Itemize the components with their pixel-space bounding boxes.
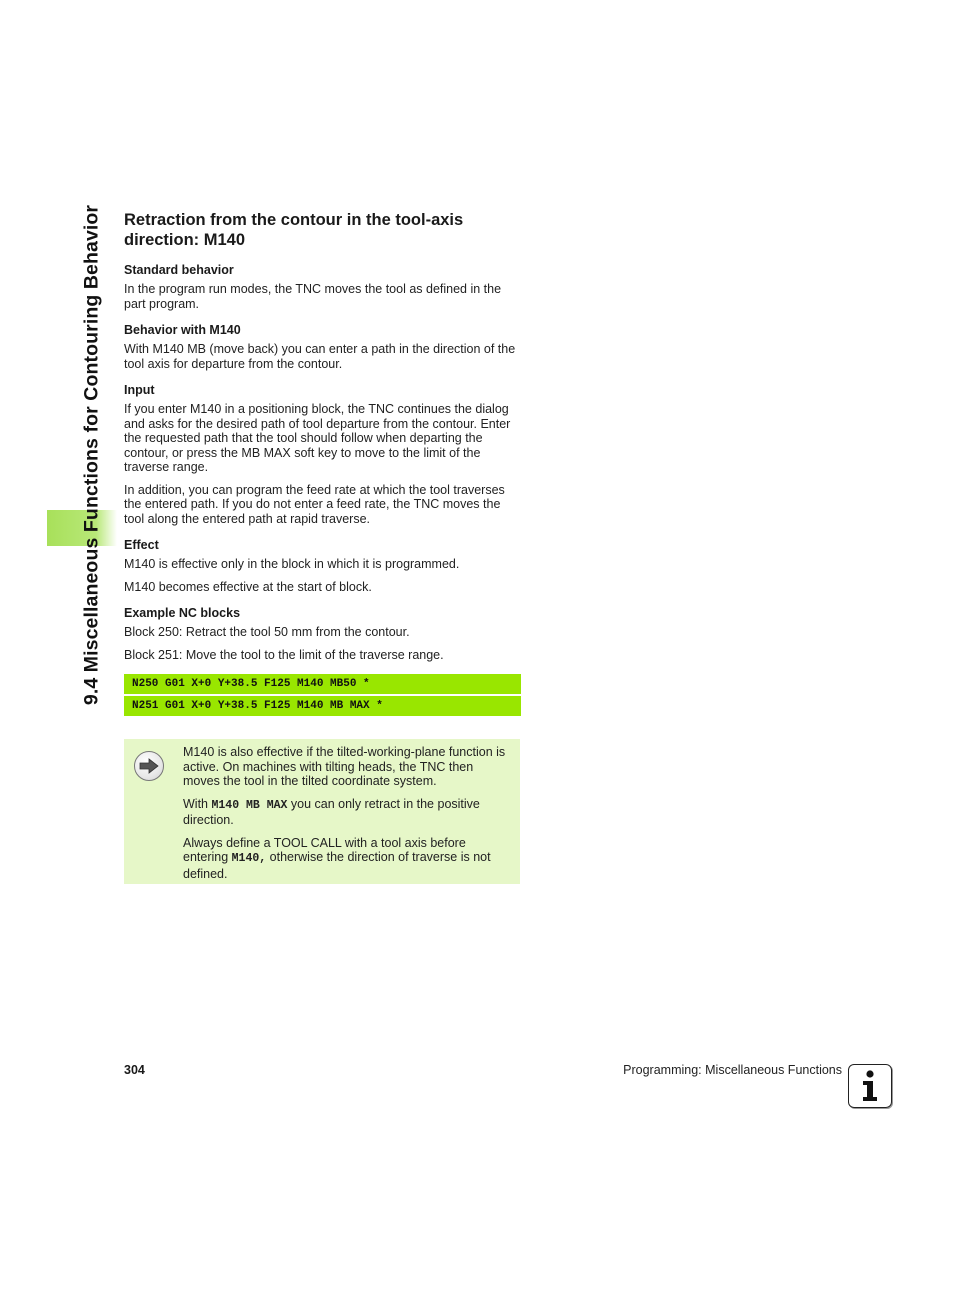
note-box [124,739,520,884]
subheading: Behavior with M140 [124,323,241,337]
subheading: Effect [124,538,159,552]
note-text: otherwise the direction of traverse is not defined. [183,850,491,881]
paragraph: M140 becomes effective at the start of block. [124,579,372,594]
section-behavior-m140 [124,323,521,371]
note-paragraph [183,797,513,828]
section-standard-behavior [124,263,521,311]
code-line-n251: N251 G01 X+0 Y+38.5 F125 M140 MB MAX * [124,696,521,716]
note-body [183,745,513,889]
paragraph: In the program run modes, the TNC moves the tool as defined in the part program. [124,282,502,311]
section-effect [124,538,521,594]
note-text: you can only retract in the positive direction. [183,796,480,827]
paragraph: In addition, you can program the feed rate at which the tool traverses the entered path. If you do not enter a feed rate, the TNC moves the tool along the entered path at rapid traverse. [124,482,505,526]
note-paragraph [183,836,513,882]
section-example-nc-blocks [124,606,521,662]
arrow-right-icon [134,751,164,781]
page-number: 304 [124,1063,145,1077]
note-text: Always define a TOOL CALL with a tool axis before entering [183,835,466,864]
note-text: With [183,796,212,811]
note-code: M140 MB MAX [211,798,288,812]
paragraph: With M140 MB (move back) you can enter a path in the direction of the tool axis for departure from the contour. [124,342,516,371]
subheading: Input [124,383,155,397]
subheading: Standard behavior [124,263,234,277]
info-icon [848,1064,892,1108]
note-code: M140, [231,852,267,865]
code-line-n250: N250 G01 X+0 Y+38.5 F125 M140 MB50 * [124,674,521,694]
main-content [124,210,521,718]
section-input [124,383,521,526]
chapter-title-text: 9.4 Miscellaneous Functions for Contouring Behavior [80,204,103,706]
paragraph: Block 250: Retract the tool 50 mm from the contour. [124,625,410,639]
subheading: Example NC blocks [124,606,241,620]
footer-title: Programming: Miscellaneous Functions [623,1063,842,1077]
section-heading: Retraction from the contour in the tool-axis direction: M140 [124,211,464,249]
note-paragraph: M140 is also effective if the tilted-working-plane function is active. On machines with tilting heads, the TNC then moves the tool in the tilted coordinate system. [183,745,506,788]
paragraph: If you enter M140 in a positioning block, the TNC continues the dialog and asks for the desired path of tool departure from the contour. Enter the requested path that the tool should follow when departing the contour, or press the MB MAX soft key to move to the limit of the traverse range. [124,402,511,474]
paragraph: Block 251: Move the tool to the limit of the traverse range. [124,647,444,662]
paragraph: M140 is effective only in the block in which it is programmed. [124,557,460,571]
